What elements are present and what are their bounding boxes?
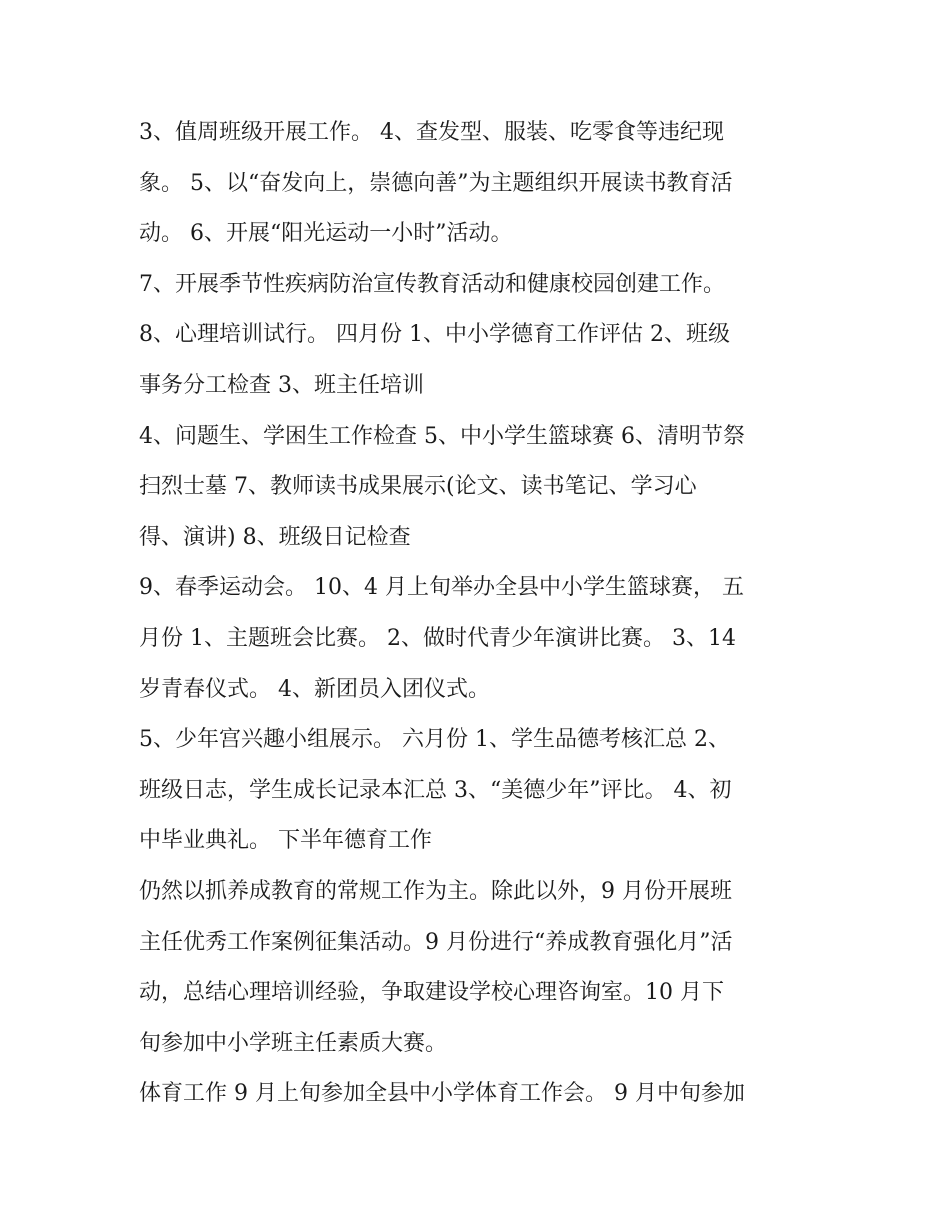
text-line: 4、问题生、学困生工作检查 5、中小学生篮球赛 6、清明节祭 [139,423,745,449]
text-line: 9、春季运动会。 10、4 月上旬举办全县中小学生篮球赛， 五 [139,575,744,601]
document-body [139,108,829,1120]
text-line: 扫烈士墓 7、教师读书成果展示(论文、读书笔记、学习心 [139,474,697,500]
text-line: 事务分工检查 3、班主任培训 [139,372,424,398]
text-line: 3、值周班级开展工作。 4、查发型、服装、吃零食等违纪现 [139,120,724,145]
text-line: 得、演讲) 8、班级日记检查 [139,524,411,550]
text-line: 体育工作 9 月上旬参加全县中小学体育工作会。 9 月中旬参加 [139,1081,745,1107]
text-line: 班级日志，学生成长记录本汇总 3、“美德少年”评比。 4、初 [139,777,732,803]
text-line: 8、心理培训试行。 四月份 1、中小学德育工作评估 2、班级 [139,322,730,348]
text-line: 动。 6、开展“阳光运动一小时”活动。 [139,221,513,247]
text-line: 旬参加中小学班主任素质大赛。 [139,1030,448,1056]
text-line: 月份 1、主题班会比赛。 2、做时代青少年演讲比赛。 3、14 [139,625,736,651]
text-line: 动，总结心理培训经验，争取建设学校心理咨询室。10 月下 [139,980,724,1006]
text-line: 象。 5、以“奋发向上，崇德向善”为主题组织开展读书教育活 [139,170,733,196]
text-line: 仍然以抓养成教育的常规工作为主。除此以外，9 月份开展班 [139,878,732,904]
text-line: 主任优秀工作案例征集活动。9 月份进行“养成教育强化月”活 [139,929,733,955]
text-line: 中毕业典礼。 下半年德育工作 [139,828,432,854]
text-line: 5、少年宫兴趣小组展示。 六月份 1、学生品德考核汇总 2、 [139,727,730,753]
text-line: 岁青春仪式。 4、新团员入团仪式。 [139,676,490,702]
text-line: 7、开展季节性疾病防治宣传教育活动和健康校园创建工作。 [139,271,725,297]
